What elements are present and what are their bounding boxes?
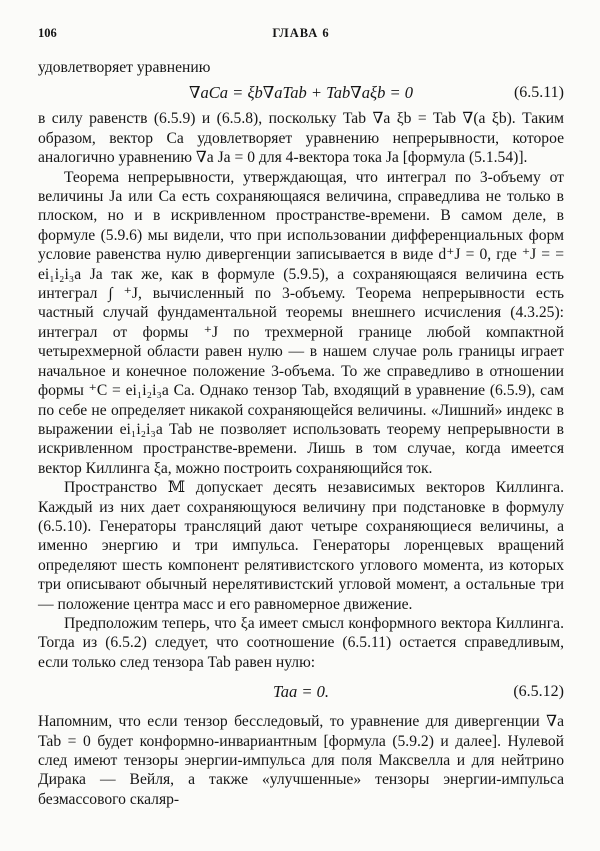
page-number: 106 xyxy=(38,26,57,40)
equation-number: (6.5.11) xyxy=(513,84,564,102)
page-header xyxy=(38,26,564,46)
page-body xyxy=(38,58,564,809)
equation-formula: Taa = 0. xyxy=(273,682,329,702)
paragraph-continuity-equation: в силу равенств (6.5.9) и (6.5.8), поскольку Tab ∇a ξb = Tab ∇(a ξb). Таким образом, вектор Ca удовлетворяет уравнению непрерывности, которое аналогично уравнению ∇a Ja = 0 для 4-вектора тока Ja [формула (5.1.54)]. xyxy=(38,110,564,167)
paragraph-conformal-killing: Предположим теперь, что ξa имеет смысл конформного вектора Киллинга. Тогда из (6.5.2) следует, что соотношение (6.5.11) остается справедливым, если только след тензора Tab равен нулю: xyxy=(38,614,564,671)
equation-number: (6.5.12) xyxy=(513,683,564,701)
paragraph-traceless-tensor: Напомним, что если тензор бесследовый, то уравнение для дивергенции ∇a Tab = 0 будет конформно-инвариантным [формула (5.9.2) и далее]. Нулевой след имеют тензоры энергии-импульса для поля Максвелла и для нейтрино Дирака — Вейля, а также «улучшенные» тензоры энергии-импульса безмассового скаляр- xyxy=(38,713,564,808)
equation-6-5-12 xyxy=(38,678,564,712)
paragraph-killing-vectors: Пространство 𝕄 допускает десять независимых векторов Киллинга. Каждый из них дает сохраняющуюся величину при подстановке в формулу (6.5.10). Генераторы трансляций дают четыре сохраняющиеся величины, а именно энергию и три импульса. Генераторы лоренцевых вращений определяют шесть компонент релятивистского углового момента, из которых три описывают обычный нерелятивистский угловой момент, а остальные три — положение центра масс и его равномерное движение. xyxy=(38,479,564,613)
paragraph-intro: удовлетворяет уравнению xyxy=(38,59,211,76)
chapter-title: ГЛАВА 6 xyxy=(272,26,330,40)
equation-6-5-11 xyxy=(38,79,564,109)
equation-formula: ∇aCa = ξb∇aTab + Tab∇aξb = 0 xyxy=(189,83,413,103)
paragraph-continuity-theorem: Теорема непрерывности, утверждающая, что интеграл по 3-объему от величины Ja или Ca есть сохраняющаяся величина, справедлива не только в плоском, но и в искривленном пространстве-времени. В самом деле, в формуле (5.9.6) мы видели, что при использовании дифференциальных форм условие равенства нулю дивергенции записывается в виде d⁺J = 0, где ⁺J = = ei₁i₂i₃a Ja так же, как в формуле (5.9.5), а сохраняющаяся величина есть интеграл ∫ ⁺J, вычисленный по 3-объему. Теорема непрерывности есть частный случай фундаментальной теоремы внешнего исчисления (4.3.25): интеграл от формы ⁺J по трехмерной границе любой компактной четырехмерной области равен нулю — в нашем случае роль границы играет начальное и конечное положение 3-объема. То же справедливо в отношении формы ⁺C = ei₁i₂i₃a Ca. Однако тензор Tab, входящий в уравнение (6.5.9), сам по себе не определяет никакой сохраняющейся величины. «Лишний» индекс в выражении ei₁i₂i₃a Tab не позволяет использовать теорему непрерывности в искривленном пространстве-времени. Лишь в том случае, когда имеется вектор Киллинга ξa, можно построить сохраняющийся ток. xyxy=(38,168,564,477)
